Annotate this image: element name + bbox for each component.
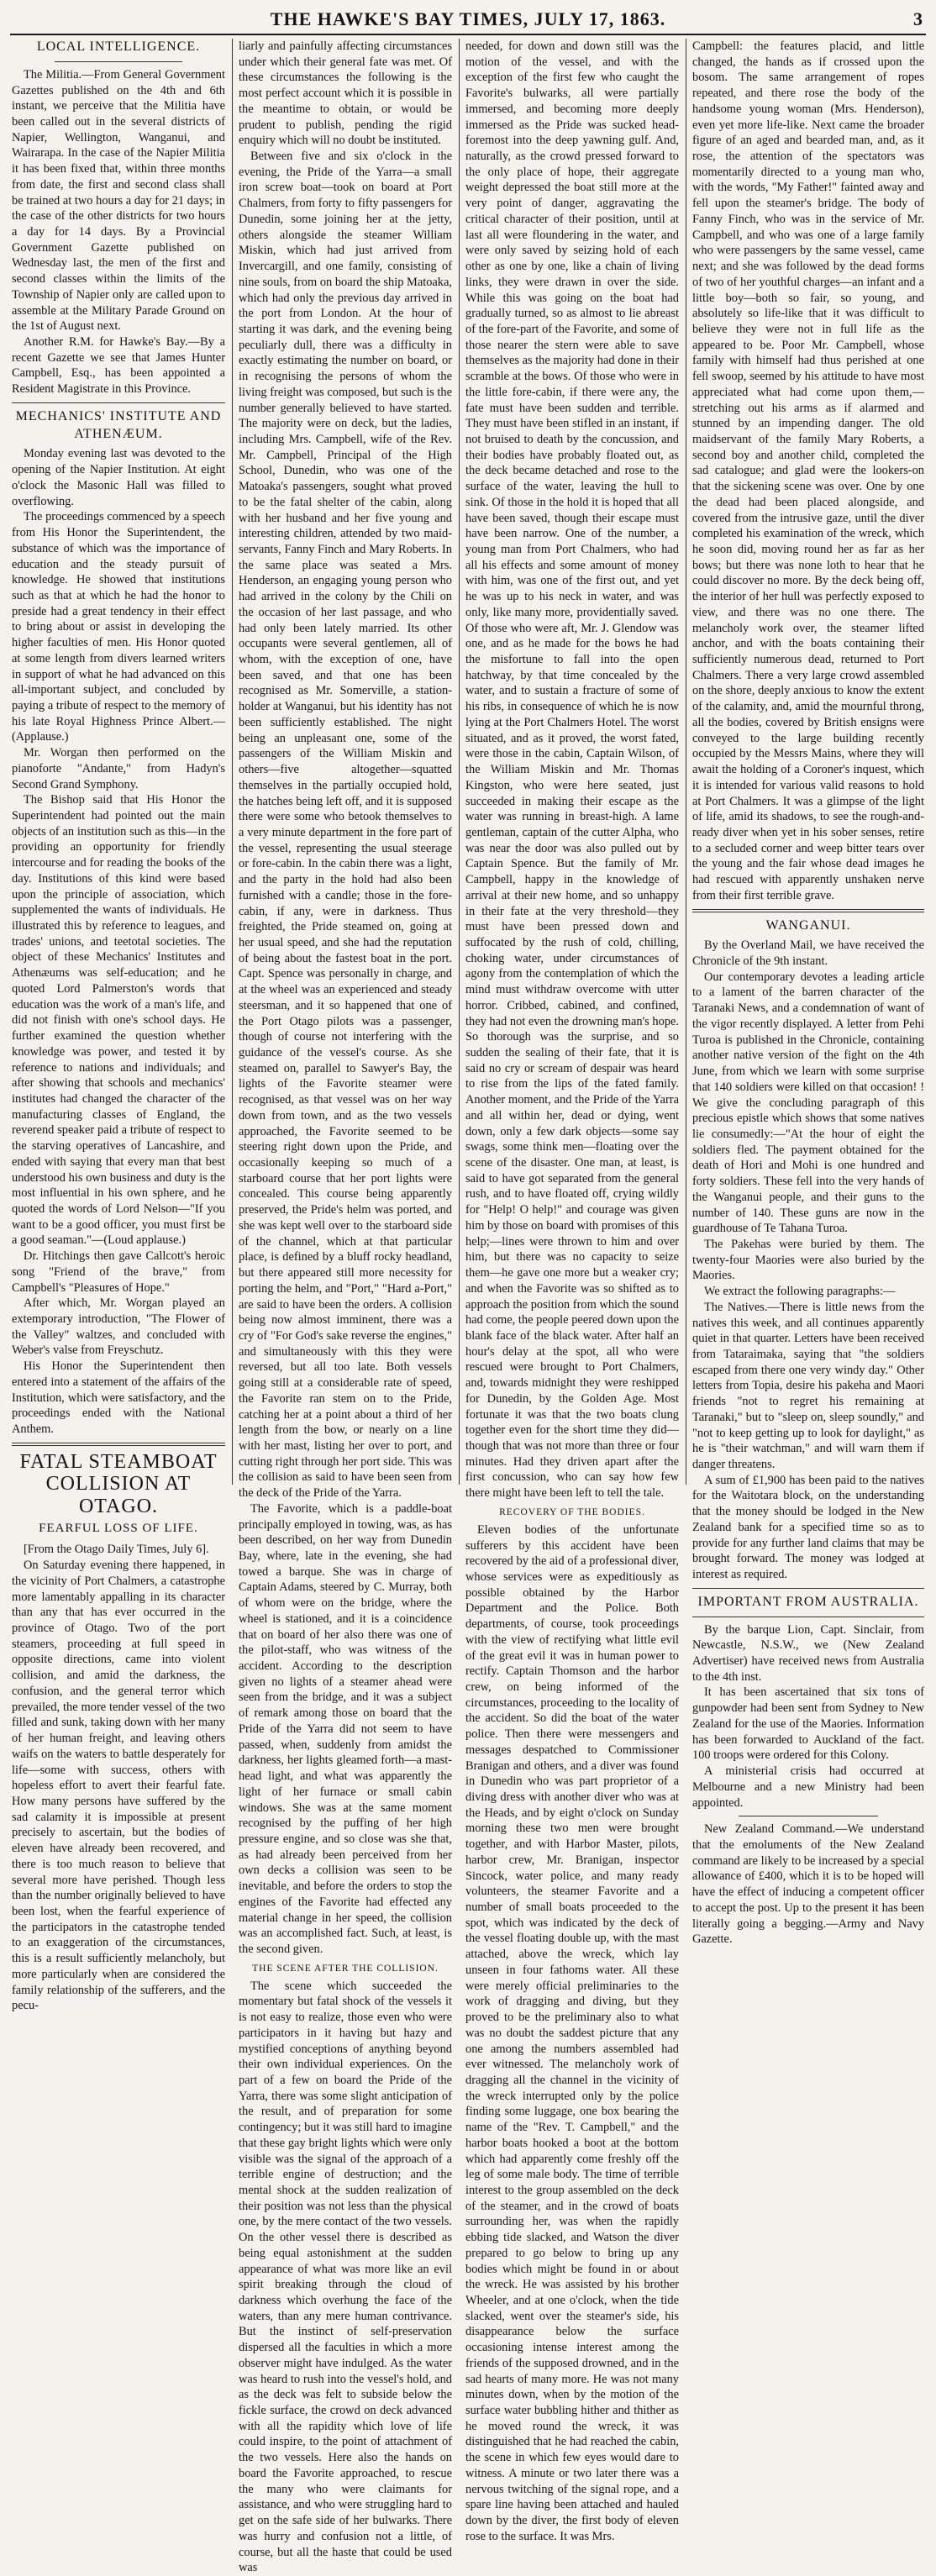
article-paragraph: It has been ascertained that six tons of gunpowder had been sent from Sydney to New Zealand for the use of the Maories. Information has been forwarded to Auckland of the fact. 100 troops were ordered for this Colony. xyxy=(692,1685,924,1763)
column-3 xyxy=(465,39,679,2543)
article-paragraph: The proceedings commenced by a speech from His Honor the Superintendent, the substance of which was the importance of education and the steady pursuit of knowledge. He showed that institutions such as that at which he had the honor to preside had a great tendency in their effect to bring about or assist in developing the higher faculties of men. His Honor quoted at some length from divers learned writers in support of what he had advanced on this all-important subject, and concluded by paying a tribute of respect to the memory of his late Royal Highness Prince Albert.—(Applause.) xyxy=(12,510,225,744)
article-paragraph: By the barque Lion, Capt. Sinclair, from Newcastle, N.S.W., we (New Zealand Advertiser) have received news from Australia to the 4th inst. xyxy=(692,1622,924,1684)
article-paragraph: The Favorite, which is a paddle-boat principally employed in towing, was, as has been described, on her way from Dunedin Bay, where, late in the evening, she had towed a barque. She was in charge of Captain Adams, steered by C. Murray, both of whom were on the bridge, where the wheel is stationed, and it is a coincidence that on board of her also there was one of the pilot-staff, who was witness of the accident. According to the description given no lights of a steamer ahead were seen from the bridge, and it was a subject of remark among those on board that the Pride of the Yarra did not seem to have passed, when, suddenly from amidst the darkness, her lights gleamed forth—a mast-head light, and what was apparently the light of her furnace or small cabin windows. She was at the same moment recognised by the puffing of her high pressure engine, and so close was she that, as had already been perceived from her own decks a collision was seen to be inevitable, and before the orders to stop the engines of the Favorite had effected any material change in her speed, the collision was an accomplished fact. Such, at least, is the second given. xyxy=(239,1501,452,1956)
article-paragraph: Campbell: the features placid, and little changed, the hands as if crossed upon the bosom. The same arrangement of ropes repeated, and there rose the body of the handsome young woman (Mrs. Henderson), even yet more life-like. Next came the broader figure of an aged and bearded man, and, as it rose, the attention of the spectators was momentarily directed to a young man who, with the words, "My Father!" fainted away and fell upon the steamer's bridge. The body of Fanny Finch, who was in the service of Mr. Campbell, and who was one of a large family who were passengers by the same vessel, came next; and she was followed by the dead forms of two of her youthful charges—an infant and a little boy—both so fair, so young, and absolutely so life-like that it was difficult to believe they were not in full life as the appeared to be. Poor Mr. Campbell, whose family with himself had thus perished at one fell swoop, seemed by his attitude to have most appreciated what had come upon them,—stretching out his arms as if alarmed and stunned by an impending danger. The old maidservant of the family Mary Roberts, a second boy and another child, completed the sad catalogue; and glad were the lookers-on that the sickening scene was over. One by one the dead had been placed alongside, and covered from the intrusive gaze, until the diver completed his examination of the wreck, which he soon did, moving round her as far as her bows; but there was none loth to hear that he could discover no more. By the deck being off, the interior of her hull was perfectly exposed to view, and there was no one there. The melancholy work over, the steamer lifted anchor, and with the boats containing their sufficiently numerous dead, returned to Port Chalmers. There a very large crowd assembled on the shore, deeply anxious to know the extent of the calamity, and, amid the mournful throng, all the bodies, covered by British ensigns were conveyed to the large building recently occupied by the Messrs Mains, where they will await the holding of a Coroner's inquest, which it is intended for various valid reasons to hold at Port Chalmers. It was a glimpse of the light of life, amid its shadows, to see the rough-and-ready diver when yet in his sober senses, retire to a secluded corner and weep bitter tears over the young and the fair whose dead images he had rescued with apparently unshaken nerve from their first terrible grave. xyxy=(692,39,924,902)
column-rule xyxy=(459,39,460,1485)
article-paragraph: The Militia.—From General Government Gazettes published on the 4th and 6th instant, we perceive that the Militia have been called out in the several districts of Napier, Wellington, Wanganui, and Wairarapa. In the case of the Napier Militia it has been fixed that, within three months from date, the first and second class shall be trained at two hours a day for 21 days; in the case of the other districts for two hours a day for 14 days. By a Provincial Government Gazette published on Wednesday last, the men of the first and second classes within the limits of the Township of Napier only are called upon to assemble at the Military Parade Ground on the 1st of August next. xyxy=(12,67,225,334)
column-rule xyxy=(232,39,233,1485)
article-paragraph: By the Overland Mail, we have received the Chronicle of the 9th instant. xyxy=(692,938,924,969)
article-paragraph: We extract the following paragraphs:— xyxy=(704,1285,896,1299)
column-4 xyxy=(692,39,924,1947)
article-paragraph: Eleven bodies of the unfortunate sufferers by this accident have been recovered by the aid of a professional diver, whose services were as expeditiously as possible obtained by the Harbor Department and the Police. Both departments, of course, took proceedings with the view of rectifying what little evil of the great evil it was in human power to rectify. Captain Thomson and the harbor crew, on being informed of the circumstances, proceeding to the locality of the accident. So did the boat of the water police. Then there were messengers and messages despatched to Commissioner Branigan and others, and a diver was found in Dunedin who was part proprietor of a diving dress with another diver who was at the Heads, and by eight o'clock on Sunday morning these two men were brought together, and with Harbor Master, pilots, harbor crew, Mr. Branigan, inspector Sincock, water police, and many ready volunteers, the steamer Favorite and a number of small boats proceeded to the spot, which was indicated by the deck of the vessel floating double up, with the mast attached, above the wreck, which lay unseen in four fathoms water. All these were merely official preliminaries to the work of dragging and diving, but they proved to be the preliminary also to what was no doubt the saddest picture that any one among the numbers assembled had ever witnessed. The melancholy work of dragging all the channel in the vicinity of the wreck interrupted only by the police finding some luggage, one box bearing the name of the "Rev. T. Campbell," and the harbor boats hooked a boot at the bottom which had apparently come freshly off the leg of some male body. The time of terrible interest to the group assembled on the deck of the steamer, and in the crowd of boats surrounding her, was when the rapidly ebbing tide slacked, and Watson the diver prepared to go below to bring up any bodies which might be found in or about the wreck. He was assisted by his brother Wheeler, and at one o'clock, when the tide slacked, went over the steamer's side, his disappearance below the surface occasioning intense interest among the friends of the supposed drowned, and in the sad hearts of many more. He was not many minutes down, when by the motion of the surface water bubbling hither and thither as he moved round the wreck, it was distinguished that he had reached the cabin, the scene in which few eyes would dare to witness. A minute or two later there was a nervous twitching of the signal rope, and a spare line having been attached and hauled down by the diver, the first body of eleven rose to the surface. It was Mrs. xyxy=(465,1522,679,2543)
article-paragraph: The Natives.—There is little news from the natives this week, and all continues apparently quiet in that quarter. Letters have been received from Tataraimaka, saying that "the soldiers escaped from there one very windy day." Other letters from Topia, desire his pakeha and Maori friends "not to regret his remaining at Taranaki," but to "sleep on, sleep soundly," and "not to keep getting up to look for daylight," as he is "their watchman," and will warn them if danger threatens. xyxy=(692,1300,924,1472)
article-paragraph: liarly and painfully affecting circumstances under which their general fate was met. Of these circumstances the following is the most perfect account which it is possible in the meantime to obtain, or would be prudent to publish, pending the rigid enquiry which will no doubt be instituted. xyxy=(239,39,452,148)
recovery-of-bodies-heading: RECOVERY OF THE BODIES. xyxy=(499,1506,645,1517)
divider xyxy=(692,1588,924,1589)
article-paragraph: His Honor the Superintendent then entered into a statement of the affairs of the Institution, which were satisfactory, and the proceedings ended with the National Anthem. xyxy=(12,1359,225,1437)
article-paragraph: After which, Mr. Worgan played an extemporary introduction, "The Flower of the Valley" waltzes, and concluded with Weber's valse from Freyschutz. xyxy=(12,1296,225,1358)
article-paragraph: On Saturday evening there happened, in the vicinity of Port Chalmers, a catastrophe more lamentably appalling in its character than any that has ever occurred in the province of Otago. Two of the port steamers, proceeding at full speed in opposite directions, came into violent collision, and amid the darkness, the confusion, and the general terror which prevailed, the more tender vessel of the two filled and sunk, taking down with her many of her human freight, and leaving others waifs on the waters to battle desperately for life—some with success, others with hopeless effort to avert their fearful fate. How many persons have suffered by the sad calamity it is impossible at present precisely to ascertain, but the bodies of eleven have already been recovered, and there is too much reason to believe that several more have perished. Though less than the number originally believed to have been lost, when the fearful experience of the participators in the catastrophe tended to an exaggeration of the circumstances, this is a result sufficiently melancholy, but more particularly when are considered the family relationship of the sufferers, and the pecu- xyxy=(12,1559,225,2013)
column-1 xyxy=(12,39,225,2013)
article-paragraph: A ministerial crisis had occurred at Melbourne and a new Ministry had been appointed. xyxy=(692,1764,924,1810)
divider xyxy=(55,61,182,62)
divider xyxy=(12,1443,225,1446)
wanganui-heading: WANGANUI. xyxy=(765,917,851,933)
article-paragraph: The scene which succeeded the momentary but fatal shock of the vessels it is not easy to realize, those even who were participators in it having but hazy and mystified conceptions of anything beyond their own individual experiences. On the part of a few on board the Pride of the Yarra, there was some slight anticipation of the result, and of preparation for some contingency; but it was still hard to imagine that these gay bright lights which were only visible was the signal of the approach of a terrible engine of destruction; and the mental shock at the sudden realization of their position was not less than the physical one, by the mere contact of the two vessels. On the other vessel there is described as being equal astonishment at the sudden appearance of what was more like an evil spirit breaking through the cloud of darkness which overhung the face of the waters, than any mere human contrivance. But the instinct of self-preservation dispersed all the faculties in which a more observer might have indulged. As the water was heard to rush into the vessel's hold, and as the deck was felt to subside below the fickle surface, the crowd on deck advanced with all the rapidity which love of life could inspire, to the point of attachment of the two vessels. Here also the hands on board the Favorite approached, to rescue the many who were claimants for assistance, and who were struggling hard to get on the safe side of her bulwarks. There was hurry and confusion not a little, of course, but all the haste that could be used was xyxy=(239,1979,452,2575)
article-paragraph: New Zealand Command.—We understand that the emoluments of the New Zealand command are likely to be increased by a special allowance of £400, which it is to be hoped will have the effect of inducing a competent officer to accept the post. Up to the present it has been literally going a begging.—Army and Navy Gazette. xyxy=(692,1822,924,1947)
masthead xyxy=(10,5,926,35)
fatal-collision-heading: FATAL STEAMBOAT COLLISION AT OTAGO. xyxy=(19,1450,218,1517)
article-paragraph: The Pakehas were buried by them. The twenty-four Maories were also buried by the Maories. xyxy=(692,1237,924,1283)
article-paragraph: Between five and six o'clock in the evening, the Pride of the Yarra—a small iron screw boat—took on board at Port Chalmers, from forty to fifty passengers for Dunedin, some joining her at the jetty, others alongside the steamer William Miskin, which had just arrived from Invercargill, and one family, consisting of nine souls, from on board the ship Matoaka, which had only the previous day arrived in the port from London. At the hour of starting it was dark, and the evening being peculiarly dull, there was a difficulty in exactly estimating the number on board, or in recognising the persons of whom the living freight was composed, but such is the number generally believed to have started. The majority were on deck, but the ladies, including Mrs. Campbell, wife of the Rev. Mr. Campbell, Principal of the High School, Dunedin, who was one of the Matoaka's passengers, sought what proved to be the fatal shelter of the cabin, along with her husband and her five young and interesting children, attended by two maid-servants, Fanny Finch and Mary Roberts. In the same place was seated a Mrs. Henderson, an engaging young person who had arrived in the colony by the Chili on the occasion of her last passage, and who had only been lately married. Its other occupants were several gentlemen, all of whom, with the exception of one, have been saved, and that one has been recognised as Mr. Somerville, a station-holder at Wanganui, but his identity has not been sufficiently established. The night being an unpleasant one, some of the passengers of the William Miskin and others—five altogether—squatted themselves in the partially occupied hold, the hatches being left off, and it is supposed there were some who betook themselves to a very minute department in the fore part of the vessel, representing the usual steerage or fore-cabin. In the cabin there was a light, and the party in the hold had also been furnished with a candle; those in the fore-cabin, if any, were in darkness. Thus freighted, the Pride steamed on, going at her usual speed, and she had the reputation of being about the fastest boat in the port. Capt. Spence was personally in charge, and at the wheel was an experienced and steady steersman, and it so happened that one of the Port Otago pilots was a passenger, though of course not interfering with the guidance of the vessel's course. As she steamed on, parallel to Sawyer's Bay, the lights of the Favorite steamer were recognised, as that vessel was on her way down from town, and as the two vessels approached, the Favorite seemed to be steering right down upon the Pride, and occasionally keeping so much of a starboard course that her port lights were concealed. This course being apparently preserved, the Pride's helm was ported, and she was kept well over to the starboard side of the channel, which at that particular place, is defined by a bluff rocky headland, but there appeared still more necessity for porting the helm, and "Port," "Hard a-Port," are said to have been the orders. A collision being now almost imminent, there was a cry of "For God's sake reverse the engines," and simultaneously with this they were reversed, but all too late. Both vessels going still at a considerable rate of speed, the Favorite ran stem on to the Pride, catching her at a point about a third of her length from the bow, or nearly on a line with her mast, listing her over to port, and cutting right through her port side. This was the collision as said to have been seen from the deck of the Pride of the Yarra. xyxy=(239,150,452,1501)
article-source: [From the Otago Daily Times, July 6]. xyxy=(24,1543,209,1557)
scene-after-collision-heading: THE SCENE AFTER THE COLLISION. xyxy=(252,1963,439,1974)
page-number: 3 xyxy=(913,8,923,29)
article-paragraph: Mr. Worgan then performed on the pianoforte "Andante," from Hadyn's Second Grand Symphony. xyxy=(12,746,225,791)
divider xyxy=(12,402,225,403)
article-paragraph: The Bishop said that His Honor the Superintendent had pointed out the main objects of an institution such as this—in the providing an opportunity for friendly intercourse and for reading the books of the day. Institutions of this kind were based upon the principle of association, which supplemented the wants of individuals. He illustrated this by reference to leagues, and trades' unions, and teetotal societies. The object of these Mechanics' Institutes and Athenæums was self-education; and he quoted Lord Palmerston's words that education was the work of a man's life, and did not finish with one's school days. He further examined the question whether knowledge was power, and tested it by reference to nations and individuals; and after showing that schools and mechanics' institutes had changed the character of the manufacturing classes of England, the reverend speaker paid a tribute of respect to the starving operatives of Lancashire, and ended with saying that every man that best understood his own business and duty is the most influential in his own sphere, and he quoted the words of Lord Nelson—"If you want to be a good officer, you must first be a good seaman."—(Loud applause.) xyxy=(12,793,225,1248)
article-paragraph: Another R.M. for Hawke's Bay.—By a recent Gazette we see that James Hunter Campbell, Esq., has been appointed a Resident Magistrate in this Province. xyxy=(12,335,225,397)
fatal-collision-subheading: FEARFUL LOSS OF LIFE. xyxy=(39,1521,198,1535)
article-paragraph: needed, for down and down still was the motion of the vessel, and with the exception of the first few who caught the Favorite's bulwarks, all were partially immersed, and becoming more deeply immersed as the Pride was sucked head-foremost into the deep yawning gulf. And, naturally, as the crowd pressed forward to the only place of hope, their aggregate weight depressed the boat still more at the very point of danger, aggravating the critical character of their position, until at last all were floundering in the water, and were only saved by seizing hold of each other as one by one, like a chain of living links, they were drawn in over the side. While this was going on the boat had gradually turned, so as almost to lie abreast of the fore-part of the Favorite, and some of those nearer the stern were able to save themselves as the majority had done in their scramble at the bows. Of those who were in the little fore-cabin, if there were any, the fate must have been sudden and terrible. They must have been stifled in an instant, if not bruised to death by the concussion, and their bodies have probably floated out, as the deck became detached and rose to the surface of the water, leaving the hull to sink. Of those in the hold it is hoped that all have been saved, though their escape must have been narrow. One of the number, a young man from Port Chalmers, who had all his effects and some amount of money with him, was one of the first out, and yet he was up to his neck in water, and was only, like many more, providentially saved. Of those who were aft, Mr. J. Glendow was one, and as he made for the bows he had the misfortune to fall into the open hatchway, by that time concealed by the water, and to sustain a fracture of some of his ribs, in consequence of which he is now lying at the Port Chalmers Hotel. The worst situated, and as it proved, the worst fated, were those in the cabin, Captain Wilson, of the William Miskin and Mr. Thomas Kingston, who were here seated, just succeeded in making their escape as the water was running in breast-high. A lame gentleman, captain of the cutter Alpha, who was near the door was also pulled out by Captain Spence. But the family of Mr. Campbell, happy in the knowledge of arrival at their new home, and so unhappy in their fate at the very threshold—they must have been pressed down and suffocated by the rush of cold, chilling, choking water, under circumstances of agony from the contemplation of which the mind must withdraw overcome with utter horror. Cribbed, cabined, and confined, they had not even the drowning man's hope. So thorough was the surprise, and so sudden the sealing of their fate, that it is said no cry or scream of despair was heard to rise from the lips of the fated family. Another moment, and the Pride of the Yarra and all within her, dead or dying, went down, only a few dark objects—some say swags, some think men—floating over the scene of the disaster. One man, at least, is said to have got separated from the general rush, and to have floated off, crying wildly for "Help! O help!" and courage was given him by those on board with promises of this help;—lines were thrown to him and over him, but there was no capacity to seize them—he gave one more but a weaker cry; and when the Favorite was so shifted as to approach the position from which the sound had come, the people peered down upon the blank face of the black water. After half an hour's delay at the spot, all who were rescued were brought to Port Chalmers, and, towards midnight they were reshipped for Dunedin, by the Golden Age. Most fortunate it was that the two boats clung together even for the short time they did—though that was not more than three or four minutes. Had they driven apart after the first concussion, who can say how few there might have been left to tell the tale. xyxy=(465,39,679,1501)
divider xyxy=(692,909,924,912)
mechanics-institute-heading: MECHANICS' INSTITUTE AND ATHENÆUM. xyxy=(15,408,222,441)
article-paragraph: Monday evening last was devoted to the opening of the Napier Institution. At eight o'clock the Masonic Hall was filled to overflowing. xyxy=(12,447,225,508)
article-paragraph: Dr. Hitchings then gave Callcott's heroic song "Friend of the brave," from Campbell's "Pleasures of Hope." xyxy=(12,1249,225,1295)
column-2 xyxy=(239,39,452,2575)
article-paragraph: A sum of £1,900 has been paid to the natives for the Waitotara block, on the understanding that the money should be lodged in the New Zealand bank for a specified time so as to provide for any further land claims that may be brought forward. The money was lodged at interest as required. xyxy=(692,1473,924,1582)
newspaper-title: THE HAWKE'S BAY TIMES, JULY 17, 1863. xyxy=(270,8,666,29)
australia-heading: IMPORTANT FROM AUSTRALIA. xyxy=(697,1594,919,1609)
article-paragraph: Our contemporary devotes a leading article to a lament of the barren character of the Taranaki News, and a condemnation of want of the vigor recently displayed. A letter from Pehi Turoa is published in the Chronicle, containing another native version of the fight on the 4th June, from which we learn with some surprise that 140 soldiers were killed on that occasion! ! We give the concluding paragraph of this precious epistle which shows that some natives lie consumedly:—"At the hour of eight the soldiers fled. The payment obtained for the death of Hori and Mohi is one hundred and forty soldiers. These fell into the very hands of the Wanganui people, and their guns to the number of 140. These guns are now in the guardhouse of Te Tahana Turoa. xyxy=(692,970,924,1236)
local-intelligence-heading: LOCAL INTELLIGENCE. xyxy=(36,39,201,54)
